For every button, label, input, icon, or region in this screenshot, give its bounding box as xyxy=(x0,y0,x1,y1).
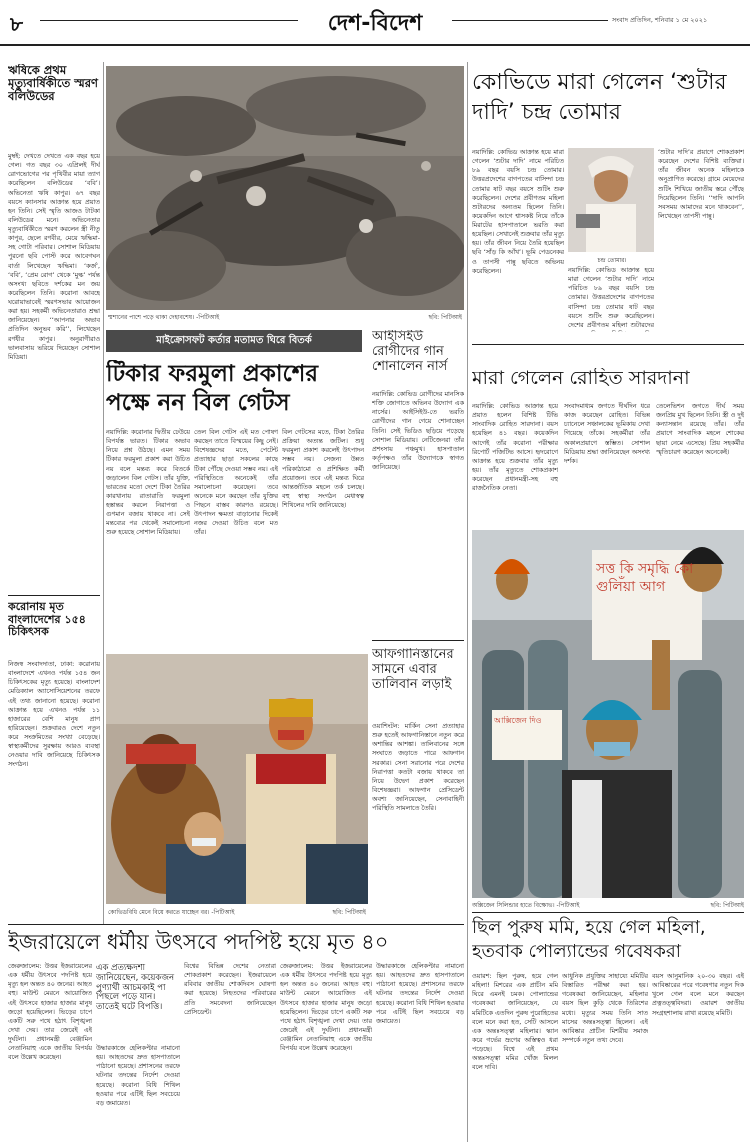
wedding-photo xyxy=(106,654,368,904)
cremation-photo-caption: শ্মশানের পাশে পড়ে থাকা দেহাবশেষ। -পিটিআই xyxy=(108,314,220,321)
mid-vertical-rule xyxy=(467,62,468,1142)
kovid-body-right: ‘শুটার দাদি’র প্রয়াণে শোকপ্রকাশ করেছেন দেশের বিশিষ্ট ব্যক্তিরা। তাঁর জীবন অনেক মহিলাকে অনুপ্রাণিত করেছে। গ্রামে মেয়েদের শুটিং শিখিয়ে জাতীয় স্তরে পৌঁছে দিয়েছিলেন তিনি। ‘‘দাদি আপনি সবসময় আমাদের মনে থাকবেন’’, লিখেছেন তাপসী পান্নু। xyxy=(658,149,744,220)
protest-sign-1: সত্ত কি সমৃদ্ধি কো গুলিঁয়া আগ xyxy=(596,561,694,596)
israel-body-1: জেরুজালেম: উত্তর ইজরায়েলের এক ধর্মীয় উৎসবে পদপিষ্ট হয়ে মৃত্যু হল অন্তত ৪০ জনের। আহত বহু। মাউন্ট মেরনে আয়োজিত এই উৎসবে হাজার হাজার মানুষ জড়ো হয়েছিলেন। ভিড়ের চাপে একটি সরু পথে হঠাৎ বিশৃঙ্খলা দেখা দেয়। তার জেরেই এই দুর্ঘটনা। প্রধানমন্ত্রী বেঞ্জামিন নেতানিয়াহু একে জাতীয় বিপর্যয় বলে উল্লেখ করেছেন। xyxy=(8,963,92,1062)
israel-headline: ইজরায়েলে ধর্মীয় উৎসবে পদপিষ্ট হয়ে মৃত ৪০ xyxy=(8,930,389,954)
cremation-photo-image xyxy=(106,66,464,310)
icu-body: নয়াদিল্লি: কোভিড রোগীদের মানসিক শক্তি জোগাতে অভিনব উদ্যোগ এক নার্সের। আইসিইউ-তে ভরতি রোগীদের গান গেয়ে শোনাচ্ছেন তিনি। সেই ভিডিও ছড়িয়ে পড়েছে সোশাল মিডিয়ায়। নেটিজেনরা তাঁর প্রশংসায় পঞ্চমুখ। হাসপাতাল কর্তৃপক্ষও তাঁর উদ্যোগকে স্বাগত জানিয়েছে। xyxy=(372,391,464,471)
taliban-headline: আফগানিস্তানের সামনে এবার তালিবান লড়াই xyxy=(372,648,454,692)
kovid-body-mid: নয়াদিল্লি: কোভিড আক্রান্ত হয়ে মারা গেলেন ‘শুটার দাদি’ নামে পরিচিত ৮৯ বছর বয়সি চন্দ্র তোমার। উত্তরপ্রদেশের বাগপতের বাসিন্দা চন্দ্র তোমার ষাট বছর বয়সে শুটিং শুরু করেছিলেন। দেশের প্রবীণতম মহিলা শুটারদের xyxy=(568,267,654,329)
rohit-body-2: সংবাদমাধ্যম জগতে দীর্ঘদিন ধরে কাজ করেছেন রোহিত। বিভিন্ন চ্যানেলে সঞ্চালকের ভূমিকায় দেখা গিয়েছে তাঁকে। সহকর্মীরা তাঁর অকালপ্রয়াণে স্তম্ভিত। সোশাল মিডিয়ায় শ্রদ্ধা জানিয়েছেন অসংখ্য দর্শক। xyxy=(564,403,650,465)
wedding-photo-image xyxy=(106,654,368,904)
wedding-photo-caption: কোভিডবিধি মেনে বিয়ে করতে যাচ্ছেন বর। -পিটিআই xyxy=(108,909,235,916)
shooter-dadi-photo-image xyxy=(568,148,654,252)
kovid-body: নয়াদিল্লি: কোভিড আক্রান্ত হয়ে মারা গেলেন ‘শুটার দাদি’ নামে পরিচিত ৮৯ বছর বয়সি চন্দ্র তোমার। উত্তরপ্রদেশের বাগপতের বাসিন্দা চন্দ্র তোমার ষাট বছর বয়সে শুটিং শুরু করেছিলেন। দেশের প্রবীণতম মহিলা শুটারদের অন্যতম ছিলেন তিনি। কয়েকদিন আগে শ্বাসকষ্ট নিয়ে তাঁকে মিরাটের হাসপাতালে ভরতি করা হয়েছিল। সেখানেই শুক্রবার তাঁর মৃত্যু হয়। তাঁর জীবন নিয়ে তৈরি হয়েছিল ছবি ‘সাঁড় কি আঁখ’। ভূমি পেডনেকর ও তাপসী পান্নু ছবিতে অভিনয় করেছিলেন। xyxy=(472,149,564,275)
rohit-body-1: নয়াদিল্লি: কোভিড আক্রান্ত হয়ে প্রয়াত হলেন বিশিষ্ট টিভি সাংবাদিক রোহিত সারদানা। বয়স হয়েছিল ৪১ বছর। কয়েকদিন আগেই তাঁর করোনা পরীক্ষার রিপোর্ট পজিটিভ আসে। হৃদরোগে আক্রান্ত হয়ে শুক্রবার তাঁর মৃত্যু হয়। তাঁর মৃত্যুতে শোকপ্রকাশ করেছেন প্রধানমন্ত্রী-সহ বহু রাজনৈতিক নেতা। xyxy=(472,403,558,493)
masthead-rule-right xyxy=(452,20,608,21)
protest-photo-caption: অক্সিজেন সিলিন্ডার হাতে বিক্ষোভ। -পিটিআই xyxy=(472,902,580,909)
cremation-photo xyxy=(106,66,464,310)
mummy-top-rule xyxy=(472,912,744,913)
ms-body-3: বিল গেটসের মতে, টিকা তৈরির প্রক্রিয়া অত্যন্ত জটিল। শুধু ফরমুলা প্রকাশ করলেই উৎপাদন সম্ভব নয়। সেজন্য উন্নত পরিকাঠামো ও প্রশিক্ষিত কর্মী প্রয়োজন। তবে এই মন্তব্য ঘিরে আন্তর্জাতিক মহলে তর্ক চলছে। বহু স্বাস্থ্য সংগঠন মেধাস্বত্ব শিথিলের দাবি জানিয়েছে। xyxy=(282,429,364,509)
ms-headline: টিকার ফরমুলা প্রকাশের পক্ষে নন বিল গেটস xyxy=(106,361,319,416)
col1b-body: নিজস্ব সংবাদদাতা, ঢাকা: করোনায় বাংলাদেশে এখনও পর্যন্ত ১৫৪ জন চিকিৎসকের মৃত্যু হয়েছে। বাংলাদেশ মেডিক্যাল অ্যাসোসিয়েশনের তরফে এই তথ্য জানানো হয়েছে। করোনা আক্রান্ত হয়ে এখনও পর্যন্ত ১১ হাজারের বেশি মানুষ প্রাণ হারিয়েছেন। শুক্রবারও দেশে নতুন করে সংক্রমিতের সংখ্যা বেড়েছে। স্বাস্থ্যকর্মীদের সুরক্ষায় আরও ব্যবস্থা নেওয়ার দাবি জানিয়েছে চিকিৎসক সংগঠন। xyxy=(8,661,100,769)
masthead-rule-left xyxy=(40,20,298,21)
page-number: ৮ xyxy=(10,12,23,36)
ms-body-1: নয়াদিল্লি: করোনার দ্বিতীয় ঢেউয়ে বিপর্যস্ত ভারত। টিকার অভাব নিয়ে প্রশ্ন উঠছে। এমন সময় টিকার ফরমুলা প্রকাশ করা উচিত নয় বলে মন্তব্য করে বিতর্কে জড়ালেন বিল গেটস। তাঁর যুক্তি, ভারতের মতো দেশে টিকা তৈরির কারখানায় রাতারাতি ফরমুলা হস্তান্তর করলে নিরাপত্তা ও গুণমান বজায় থাকবে না। সেই মন্তব্যের পর থেকেই সমালোচনা শুরু হয়েছে সোশাল মিডিয়ায়। xyxy=(106,429,190,537)
rohit-headline: মারা গেলেন রোহিত সারদানা xyxy=(472,368,690,389)
col1-headline: ঋষিকে প্রথম মৃত্যুবার্ষিকীতে স্মরণ বলিউডের xyxy=(8,64,99,104)
ms-body-2: তেল বিল গেটস এই মত পোষণ করছেন তাতে বিস্ময়ের কিছু নেই। বিশেষজ্ঞদের মতে, পেটেন্ট প্রত্যাহার ছাড়া সকলের কাছে টিকা পৌঁছে দেওয়া সম্ভব নয়। এই পরিস্থিতিতে অনেকেই তাঁর সমালোচনা করেছেন। তবে অনেকে মনে করছেন তাঁর যুক্তির পিছনে বাস্তব কারণও রয়েছে। উৎপাদন ক্ষমতা বাড়ানোর দিকেই নজর দেওয়া উচিত বলে মত তাঁর। xyxy=(194,429,278,537)
mummy-headline: ছিল পুরুষ মমি, হয়ে গেল মহিলা, হতবাক পোল্যান্ডের গবেষকরা xyxy=(472,917,706,963)
rohit-body-3: তেলেভিশন জগতে দীর্ঘ সময় জনপ্রিয় মুখ ছিলেন তিনি। স্ত্রী ও দুই কন্যাসন্তান রয়েছে তাঁর। তাঁর প্রয়াণে সাংবাদিক মহলে শোকের ছায়া নেমে এসেছে। প্রিয় সহকর্মীর স্মৃতিচারণ করেছেন অনেকেই। xyxy=(656,403,744,456)
section-title: দেশ-বিদেশ xyxy=(327,11,423,36)
shooter-dadi-caption: চন্দ্র তোমার। xyxy=(597,257,627,264)
masthead-bottom-rule xyxy=(0,44,750,46)
mummy-body-2: আধুনিক প্রযুক্তির সাহায্যে মমিটির বিস্তারিত পরীক্ষা করা হয়। গবেষকরা জানিয়েছেন, মহিলার বয়স ছিল কুড়ি থেকে তিরিশের মধ্যে। মৃত্যুর সময় তিনি সাত মাসের অন্তঃসত্ত্বা ছিলেন। এই আবিষ্কার প্রাচীন মিশরীয় সমাজ সম্পর্কে নতুন তথ্য দেবে। xyxy=(562,973,648,1044)
col1-vertical-rule xyxy=(103,62,104,924)
wedding-photo-credit: ছবি: পিটিআই xyxy=(332,909,366,916)
israel-top-rule xyxy=(8,924,464,925)
kovid-headline: কোভিডে মারা গেলেন ‘শুটার দাদি’ চন্দ্র তোমার xyxy=(472,70,727,125)
protest-photo-credit: ছবি: পিটিআই xyxy=(710,902,744,909)
dateline: সংবাদ প্রতিদিন, শনিবার ১ মে ২০২১ xyxy=(612,16,708,24)
protest-sign-2: আক্সিজেন দিও xyxy=(494,716,542,725)
col1-divider xyxy=(8,595,100,596)
israel-body-4: জেরুজালেম: উত্তর ইজরায়েলের এক ধর্মীয় উৎসবে পদপিষ্ট হয়ে মৃত্যু হল অন্তত ৪০ জনের। আহত বহু। মাউন্ট মেরনে আয়োজিত এই উৎসবে হাজার হাজার মানুষ জড়ো হয়েছিলেন। ভিড়ের চাপে একটি সরু পথে হঠাৎ বিশৃঙ্খলা দেখা দেয়। তার জেরেই এই দুর্ঘটনা। প্রধানমন্ত্রী বেঞ্জামিন নেতানিয়াহু একে জাতীয় বিপর্যয় বলে উল্লেখ করেছেন। xyxy=(280,963,372,1053)
icu-divider xyxy=(372,640,464,641)
israel-body-5: উদ্ধারকাজে হেলিকপ্টার নামানো হয়। আহতদের দ্রুত হাসপাতালে পাঠানো হয়েছে। প্রশাসনের তরফে ঘটনার তদন্তের নির্দেশ দেওয়া হয়েছে। করোনা বিধি শিথিল হওয়ার পরে এটিই ছিল সবচেয়ে বড় জমায়েত। xyxy=(376,963,464,1025)
rohit-top-rule xyxy=(472,344,744,345)
cremation-photo-credit: ছবি: পিটিআই xyxy=(428,314,462,321)
protest-photo xyxy=(472,530,744,898)
israel-body-2: উদ্ধারকাজে হেলিকপ্টার নামানো হয়। আহতদের দ্রুত হাসপাতালে পাঠানো হয়েছে। প্রশাসনের তরফে ঘটনার তদন্তের নির্দেশ দেওয়া হয়েছে। করোনা বিধি শিথিল হওয়ার পরে এটিই ছিল সবচেয়ে বড় জমায়েত। xyxy=(96,1045,180,1107)
icu-headline: আইসিইউ রোগীদের গান শোনালেন নার্স xyxy=(372,330,448,374)
israel-body-3: বিশ্বের বিভিন্ন দেশের নেতারা শোকপ্রকাশ করেছেন। ইজরায়েলে রবিবার জাতীয় শোকদিবস ঘোষণা করা হয়েছে। নিহতদের পরিবারের প্রতি সমবেদনা জানিয়েছেন প্রেসিডেন্ট। xyxy=(184,963,276,1016)
shooter-dadi-photo xyxy=(568,148,654,252)
masthead xyxy=(0,0,750,44)
israel-quote: এক প্রত্যক্ষদর্শী জানিয়েছেন, কয়েকজন পুণ্যার্থী আচমকাই পা পিছলে পড়ে যান। তাতেই ঘটে বিপত্তি। xyxy=(96,964,175,1013)
col1b-headline: করোনায় মৃত বাংলাদেশের ১৫৪ চিকিৎসক xyxy=(8,601,86,639)
mummy-body-3: বয়স আনুমানিক ২০-৩০ বছর। এই আবিষ্কারের পরে গবেষণার নতুন দিক খুলে গেল বলে মনে করছেন প্রত্নতত্ত্ববিদরা। ওয়ারশ জাতীয় সংগ্রহশালায় রাখা রয়েছে মমিটি। xyxy=(652,973,744,1017)
col1-body: মুম্বই: দেখতে দেখতে এক বছর হয়ে গেল। গত বছর ৩০ এপ্রিলই দীর্ঘ রোগভোগের পর পৃথিবীর মায়া ত্যাগ করেছিলেন বলিউডের ‘ববি’। অভিনেতা ঋষি কাপুর। ৬৭ বছর বয়সে ক্যানসার আক্রান্ত হয়ে প্রয়াত হন তিনি। সেই স্মৃতি আজও টাটকা বলিউডের মনে। অভিনেতার মৃত্যুবার্ষিকীতে স্মরণ করলেন স্ত্রী নীতু কাপুর, ছেলে রণবীর, মেয়ে ঋদ্ধিমা-সহ গোটা পরিবার। সোশাল মিডিয়ায় পুরনো ছবি পোস্ট করে আবেগঘন বার্তা লিখেছেন ঋদ্ধিমা। ‘কর্জ’, ‘ববি’, ‘প্রেম রোগ’ থেকে ‘মুল্ক’ পর্যন্ত অসংখ্য ছবিতে দর্শকের মন জয় করেছিলেন তিনি। করোনা আবহে ঘরোয়াভাবেই স্মরণসভার আয়োজন করা হয়। সহকর্মী অভিনেতারাও শ্রদ্ধা জানিয়েছেন। ‘‘আপনার অভাব প্রতিদিন অনুভব করি’’, লিখেছেন রণধীর কাপুর। অনুরাগীরাও ভালবাসায় ভরিয়ে দিয়েছেন সোশাল মিডিয়া। xyxy=(8,153,100,361)
mummy-body-1: ওয়ারশ: ছিল পুরুষ, হয়ে গেল মহিলা! মিশরের এক প্রাচীন মমি ঘিরে এমনই চমক। পোল্যান্ডের গবেষকরা জানিয়েছেন, যে মমিটিকে এতদিন পুরুষ পুরোহিতের বলে মনে করা হত, সেটি আসলে এক অন্তঃসত্ত্বা মহিলার। স্ক্যান করে গর্ভের ভ্রূণের অস্তিত্বও ধরা পড়েছে। বিশ্বে এই প্রথম অন্তঃসত্ত্বা মমির খোঁজ মিলল বলে দাবি। xyxy=(472,973,558,1072)
ms-strap: মাইক্রোসফট কর্তার মতামত ঘিরে বিতর্ক xyxy=(106,330,362,352)
taliban-body: ওয়াশিংটন: মার্কিন সেনা প্রত্যাহার শুরু হতেই আফগানিস্তানে নতুন করে অশান্তির আশঙ্কা। তালিবানের সঙ্গে সংঘাতে জড়াতে পারে আফগান সরকার। সেনা সরানোর পরে দেশের নিরাপত্তা কতটা বজায় থাকবে তা নিয়ে উদ্বেগ প্রকাশ করেছেন বিশেষজ্ঞরা। আফগান প্রেসিডেন্ট অবশ্য জানিয়েছেন, সেনাবাহিনী পরিস্থিতি সামলাতে তৈরি। xyxy=(372,723,464,813)
